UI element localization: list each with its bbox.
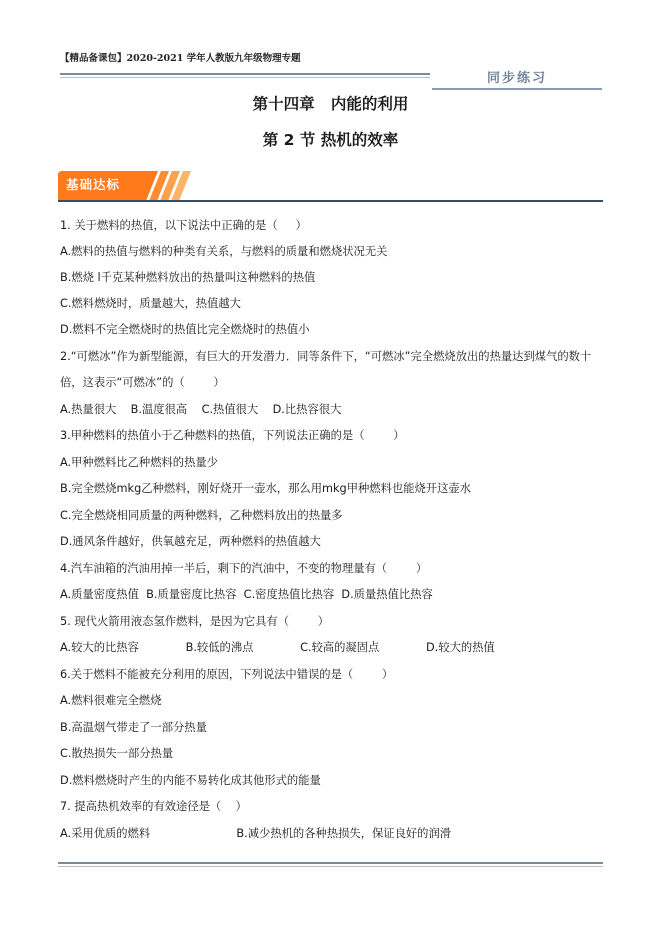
question-line: C.完全燃烧相同质量的两种燃料，乙种燃料放出的热量多	[60, 509, 343, 522]
banner-label: 基础达标	[66, 177, 121, 192]
banner-rule	[58, 200, 603, 202]
footer-rule	[58, 862, 603, 864]
sync-practice-tag: 同步练习	[486, 70, 547, 86]
footer-rule-thin	[58, 866, 603, 867]
question-line: A.燃料很难完全燃烧	[60, 694, 162, 707]
basic-level-banner	[58, 171, 193, 201]
question-line: 7. 提高热机效率的有效途径是（ ）	[60, 800, 247, 813]
question-line: B.燃烧 l千克某种燃料放出的热量叫这种燃料的热值	[60, 271, 316, 284]
question-line: A.燃料的热值与燃料的种类有关系，与燃料的质量和燃烧状况无关	[60, 245, 388, 258]
header-rule	[60, 73, 430, 75]
question-line: D.通风条件越好，供氧越充足，两种燃料的热值越大	[60, 535, 321, 548]
tag-underline	[432, 88, 602, 90]
question-line: 2.“可燃冰”作为新型能源，有巨大的开发潜力．同等条件下，“可燃冰”完全燃烧放出的热量达到煤气的数十	[60, 350, 592, 363]
question-line: D.燃料不完全燃烧时的热值比完全燃烧时的热值小	[60, 323, 310, 336]
question-line: D.燃料燃烧时产生的内能不易转化成其他形式的能量	[60, 774, 321, 787]
question-line: B.完全燃烧mkg乙种燃料，刚好烧开一壶水，那么用mkg甲种燃料也能烧开这壶水	[60, 482, 471, 495]
question-line: A.采用优质的燃料 B.减少热机的各种热损失，保证良好的润滑	[60, 827, 452, 840]
question-line: A.甲种燃料比乙种燃料的热量少	[60, 456, 218, 469]
question-line: A.质量密度热值 B.质量密度比热容 C.密度热值比热容 D.质量热值比热容	[60, 588, 433, 601]
question-line: C.燃料燃烧时，质量越大，热值越大	[60, 297, 241, 310]
question-line: A.热量很大 B.温度很高 C.热值很大 D.比热容很大	[60, 403, 342, 416]
question-line: 5. 现代火箭用液态氢作燃料，是因为它具有（ ）	[60, 615, 330, 628]
question-line: 1. 关于燃料的热值，以下说法中正确的是（ ）	[60, 219, 307, 232]
question-line: B.高温烟气带走了一部分热量	[60, 721, 207, 734]
section-title: 第 2 节 热机的效率	[262, 131, 399, 149]
header-rule-thin	[60, 77, 430, 78]
chapter-title: 第十四章 内能的利用	[252, 95, 409, 113]
question-line: C.散热损失一部分热量	[60, 747, 174, 760]
question-line: 倍，这表示“可燃冰”的（ ）	[60, 376, 225, 389]
question-line: 3.甲种燃料的热值小于乙种燃料的热值，下列说法正确的是（ ）	[60, 429, 405, 442]
question-line: A.较大的比热容 B.较低的沸点 C.较高的凝固点 D.较大的热值	[60, 641, 495, 654]
page-header-text: 【精品备课包】2020-2021 学年人教版九年级物理专题	[60, 53, 301, 64]
question-line: 4.汽车油箱的汽油用掉一半后，剩下的汽油中，不变的物理量有（ ）	[60, 562, 428, 575]
question-line: 6.关于燃料不能被充分利用的原因，下列说法中错误的是（ ）	[60, 668, 394, 681]
